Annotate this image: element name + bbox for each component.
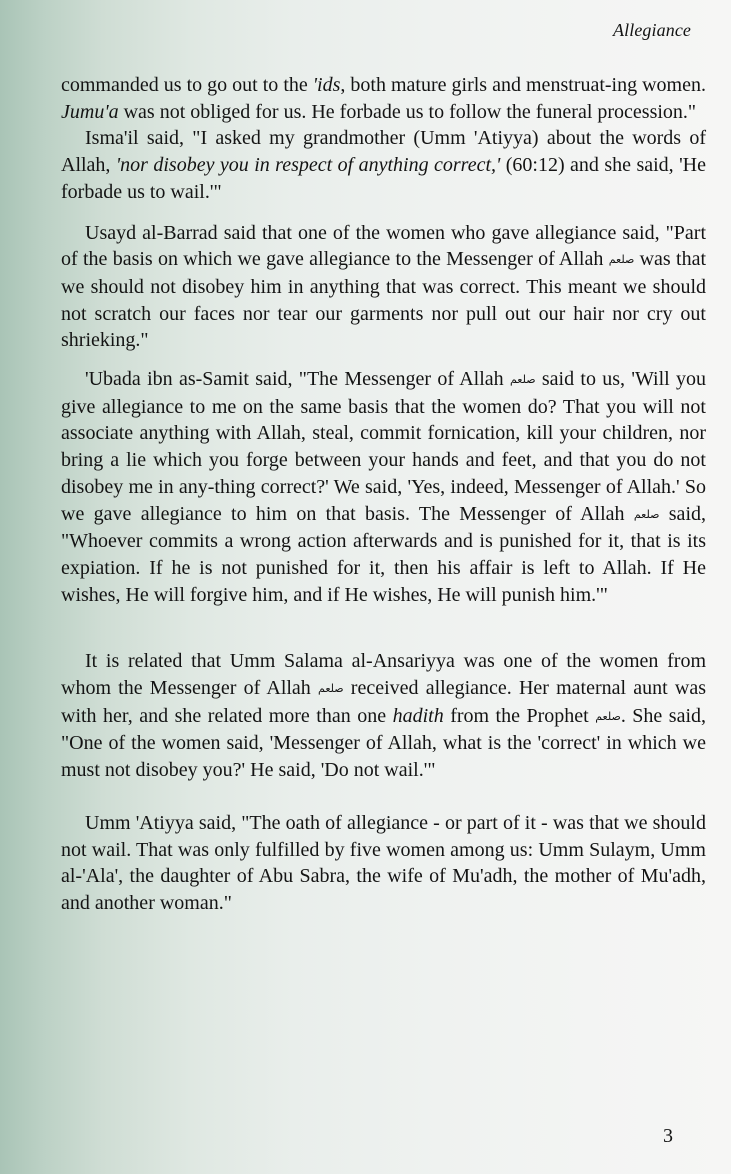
text-run: Isma'il said, "I asked my grandmother (Umm 'Atiyya) about the words of Allah, [61,127,706,177]
text-run: said to us, 'Will you give allegiance to me on the same basis that the women do? That you will not associate anything with Allah, steal, commit fornication, kill your children, nor bring a lie which you forge between your hands and feet, and that you do not disobey me in any-thing correct?' We said, 'Yes, indeed, Messenger of Allah.' So we gave allegiance to him on that basis. The Messenger of Allah [61,368,707,525]
salutation-glyph: صلعم [595,709,621,723]
text-run: (60:12) and she said, 'He forbade us to wail.'" [61,154,707,203]
italic-term-ids: 'ids [312,74,341,96]
text-run: Usayd al-Barrad said that one of the women who gave allegiance said, "Part of the basis on which we gave allegiance to the Messenger of Allah [61,221,706,271]
salutation-glyph: صلعم [633,507,660,521]
text-run: , both mature girls and menstruat-ing women. [340,74,706,96]
text-run: commanded us to go out to the [61,74,313,96]
paragraph-1 [61,72,706,125]
page-number: 3 [663,1125,673,1147]
text-run: received allegiance. Her maternal aunt was with her, and she related more than one [61,677,706,727]
text-run: . She said, "One of the women said, 'Messenger of Allah, what is the 'correct' in which we must not disobey you?' He said, 'Do not wail.'" [61,704,707,782]
text-run: It is related that Umm Salama al-Ansariyya was one of the women from whom the Messenger of Allah [61,650,706,700]
paragraph-3 [61,220,706,355]
salutation-glyph: صلعم [509,373,536,387]
text-run: Umm 'Atiyya said, "The oath of allegiance - or part of it - was that we should not wail. That was only fulfilled by five women among us: Umm Sulaym, Umm al-'Ala', the daughter of Abu Sabra, the wife of Mu'adh, the mother of Mu'adh, and another woman." [61,811,706,914]
italic-term-jumua: Jumu'a [61,100,119,123]
italic-term-hadith: hadith [392,704,444,727]
text-run: from the Prophet [443,704,596,727]
paragraph-5 [61,648,706,784]
paragraph-4 [61,366,706,608]
text-run: was not obliged for us. He forbade us to follow the funeral procession." [118,100,697,123]
body-text [61,72,706,917]
running-head: Allegiance [613,20,691,40]
quran-quote: 'nor disobey you in respect of anything correct,' [115,154,501,177]
text-run: was that we should not disobey him in anything that was correct. This meant we should not scratch our faces nor tear our garments nor pull out our hair nor cry out shrieking." [61,248,706,352]
paragraph-6 [61,810,706,917]
salutation-glyph: صلعم [608,253,635,267]
text-run: 'Ubada ibn as-Samit said, "The Messenger of Allah [85,368,510,391]
paragraph-2 [61,125,706,205]
salutation-glyph: صلعم [318,682,344,696]
text-run: said, "Whoever commits a wrong action afterwards and is punished for it, that is its expiation. If he is not punished for it, then his affair is left to Allah. If He wishes, He will forgive him, and if He wishes, He will punish him.'" [61,502,706,606]
